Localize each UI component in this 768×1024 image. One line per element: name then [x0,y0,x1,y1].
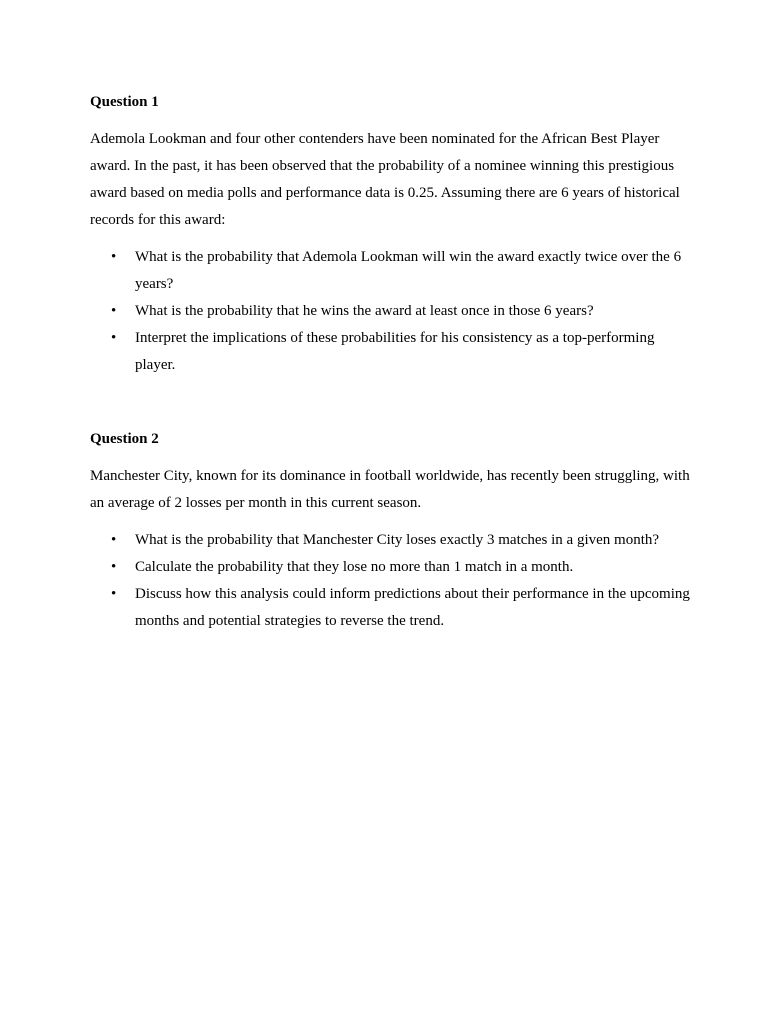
bullet-icon: • [111,303,117,319]
question-1-bullet-list [90,244,690,379]
list-item-text: Interpret the implications of these probabilities for his consistency as a top-performing player. [135,330,655,373]
bullet-icon: • [111,330,117,346]
question-2-paragraph: Manchester City, known for its dominance in football worldwide, has recently been struggling, with an average of 2 losses per month in this current season. [90,468,690,511]
question-1-paragraph: Ademola Lookman and four other contenders have been nominated for the African Best Player award. In the past, it has been observed that the probability of a nominee winning this prestigious award based on media polls and performance data is 0.25. Assuming there are 6 years of historical records for this award: [90,131,680,228]
list-item [90,581,690,635]
question-2-heading: Question 2 [90,431,159,447]
list-item [90,527,690,554]
list-item-text: Calculate the probability that they lose no more than 1 match in a month. [135,559,574,575]
list-item-text: Discuss how this analysis could inform predictions about their performance in the upcoming months and potential strategies to reverse the trend. [135,586,690,629]
list-item-text: What is the probability that Manchester City loses exactly 3 matches in a given month? [135,532,660,548]
list-item [90,244,690,298]
list-item-text: What is the probability that Ademola Lookman will win the award exactly twice over the 6 years? [135,249,682,292]
list-item-text: What is the probability that he wins the award at least once in those 6 years? [135,303,594,319]
document-page [90,90,690,635]
list-item [90,298,690,325]
bullet-icon: • [111,532,117,548]
bullet-icon: • [111,249,117,265]
list-item [90,554,690,581]
bullet-icon: • [111,586,117,602]
bullet-icon: • [111,559,117,575]
question-1-section [90,90,690,379]
question-1-heading: Question 1 [90,94,159,110]
list-item [90,325,690,379]
question-2-bullet-list [90,527,690,635]
question-2-section [90,427,690,635]
